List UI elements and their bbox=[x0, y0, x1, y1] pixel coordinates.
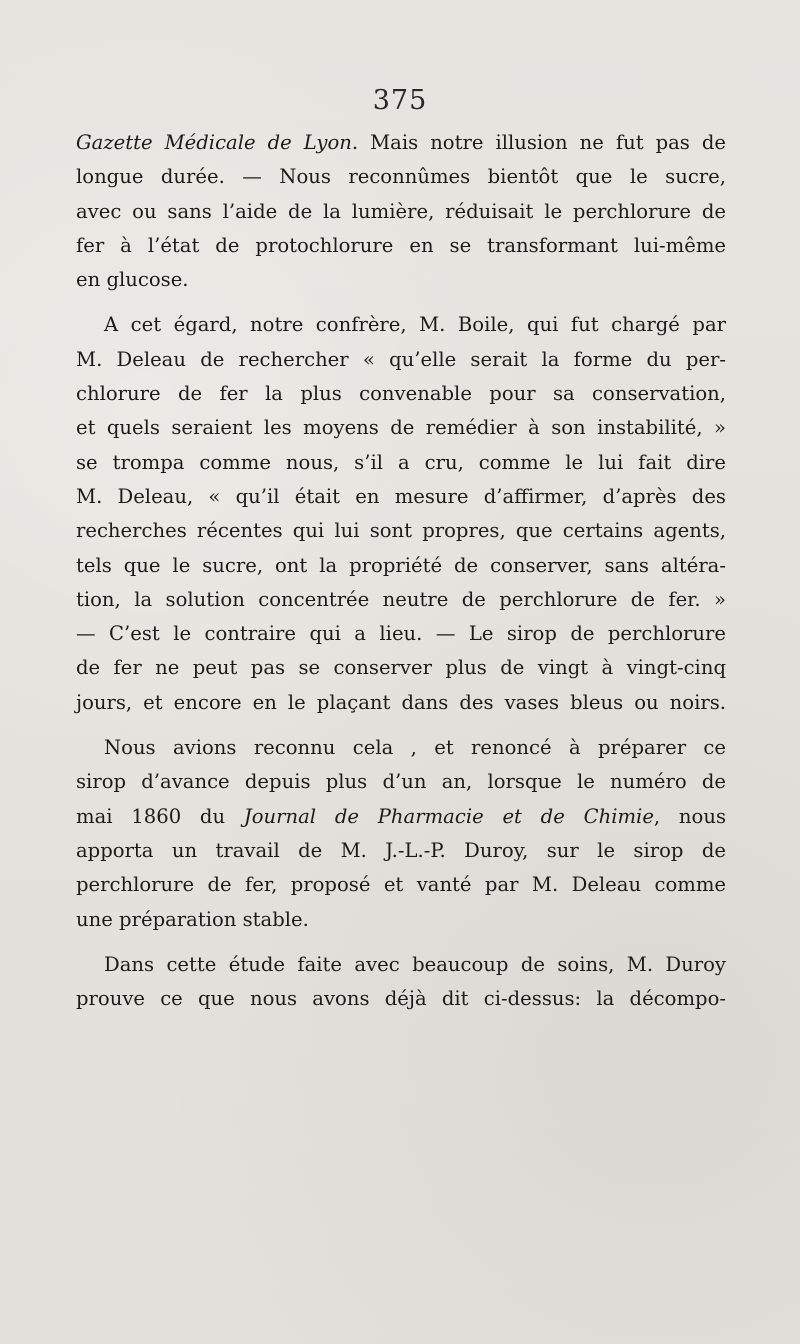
line-fragment: mai 1860 du bbox=[76, 804, 244, 828]
text-line: Nous avions reconnu cela , et renoncé à préparer ce bbox=[104, 736, 726, 760]
text-line: M. Deleau, « qu’il était en mesure d’affirmer, d’après des bbox=[76, 484, 726, 508]
paragraph-2 bbox=[76, 308, 726, 720]
line-fragment: . Mais notre illusion ne fut pas de bbox=[351, 131, 726, 154]
text-line: avec ou sans l’aide de la lumière, réduisait le perchlorure de bbox=[76, 199, 726, 223]
text-line: M. Deleau de rechercher « qu’elle serait la forme du per- bbox=[76, 347, 726, 371]
text-line: — C’est le contraire qui a lieu. — Le sirop de perchlorure bbox=[76, 622, 726, 646]
paragraph-1 bbox=[76, 126, 726, 297]
text-line: en glucose. bbox=[76, 268, 189, 292]
text-line bbox=[76, 800, 726, 834]
text-line: longue durée. — Nous reconnûmes bientôt que le sucre, bbox=[76, 165, 726, 189]
text-line: fer à l’état de protochlorure en se transformant lui-même bbox=[76, 233, 726, 257]
text-line: tels que le sucre, ont la propriété de conserver, sans altéra- bbox=[76, 553, 726, 577]
text-line: sirop d’avance depuis plus d’un an, lorsque le numéro de bbox=[76, 770, 726, 794]
text-line: chlorure de fer la plus convenable pour sa conservation, bbox=[76, 382, 726, 406]
text-line: une préparation stable. bbox=[76, 907, 309, 931]
line-fragment: , nous bbox=[653, 804, 727, 828]
text-line: tion, la solution concentrée neutre de perchlorure de fer. » bbox=[76, 587, 726, 611]
text-line: Dans cette étude faite avec beaucoup de soins, M. Duroy bbox=[104, 952, 726, 976]
paragraph-3 bbox=[76, 731, 726, 937]
text-line: et quels seraient les moyens de remédier à son instabilité, » bbox=[76, 416, 726, 440]
page-text bbox=[76, 126, 726, 1016]
text-line: perchlorure de fer, proposé et vanté par M. Deleau comme bbox=[76, 873, 726, 897]
text-line: de fer ne peut pas se conserver plus de vingt à vingt-cinq bbox=[76, 656, 726, 680]
text-line: se trompa comme nous, s’il a cru, comme le lui fait dire bbox=[76, 450, 726, 474]
journal-title-pharmacie: Journal de Pharmacie et de Chimie bbox=[243, 804, 654, 828]
journal-title-gazette: Gazette Médicale de Lyon bbox=[76, 131, 352, 154]
page-number: 375 bbox=[372, 85, 428, 116]
text-line: prouve ce que nous avons déjà dit ci-dessus: la décompo- bbox=[76, 987, 726, 1011]
text-line: A cet égard, notre confrère, M. Boile, qui fut chargé par bbox=[104, 313, 726, 337]
text-line: apporta un travail de M. J.-L.-P. Duroy, sur le sirop de bbox=[76, 838, 726, 862]
text-line: recherches récentes qui lui sont propres, que certains agents, bbox=[76, 519, 726, 543]
paragraph-4 bbox=[76, 948, 726, 1017]
text-line bbox=[76, 126, 726, 160]
text-line: jours, et encore en le plaçant dans des vases bleus ou noirs. bbox=[76, 690, 726, 714]
